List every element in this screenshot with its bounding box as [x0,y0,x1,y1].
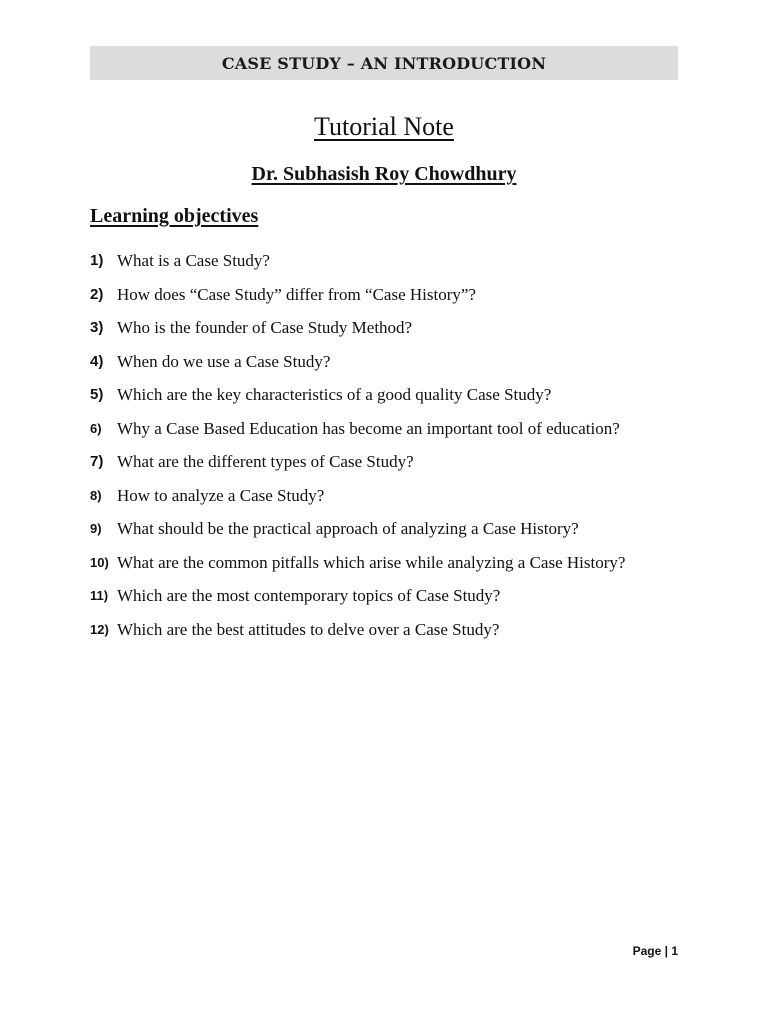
item-text: When do we use a Case Study? [117,351,331,371]
item-number: 9) [90,521,102,536]
item-text: How to analyze a Case Study? [117,485,325,505]
list-item [90,445,678,479]
list-item [90,579,678,613]
document-author: Dr. Subhasish Roy Chowdhury [251,163,517,185]
section-heading: Learning objectives [90,205,259,227]
list-item [90,244,678,278]
page-number: Page | 1 [632,944,678,958]
list-item [90,613,678,647]
list-item [90,479,678,513]
list-item [90,512,678,546]
item-number: 5) [90,386,104,403]
item-number: 6) [90,420,102,436]
item-number: 11) [90,588,109,603]
item-number: 10) [90,554,109,570]
list-item [90,278,678,312]
item-number: 2) [90,285,104,303]
item-text: What are the different types of Case Study? [117,452,414,471]
list-item [90,412,678,446]
item-text: What is a Case Study? [117,251,270,270]
item-text: Which are the best attitudes to delve over a Case Study? [117,619,500,639]
list-item [90,345,678,379]
item-text: How does “Case Study” differ from “Case History”? [117,284,476,304]
item-text: Who is the founder of Case Study Method? [117,318,413,337]
item-text: Which are the most contemporary topics of Case Study? [117,586,501,605]
item-text: What are the common pitfalls which arise while analyzing a Case History? [117,552,626,572]
item-number: 4) [90,352,104,370]
item-number: 8) [90,487,102,503]
header-banner-title: CASE STUDY – AN INTRODUCTION [221,53,547,73]
item-number: 12) [90,621,109,637]
document-title: Tutorial Note [314,112,454,141]
item-number: 1) [90,252,104,269]
item-text: Which are the key characteristics of a good quality Case Study? [117,385,552,404]
item-text: Why a Case Based Education has become an important tool of education? [117,418,620,438]
list-item [90,546,678,580]
item-text: What should be the practical approach of analyzing a Case History? [117,519,579,538]
header-banner [90,46,678,80]
list-item [90,311,678,345]
item-number: 3) [90,319,104,336]
objectives-list [90,244,678,646]
item-number: 7) [90,453,104,470]
list-item [90,378,678,412]
